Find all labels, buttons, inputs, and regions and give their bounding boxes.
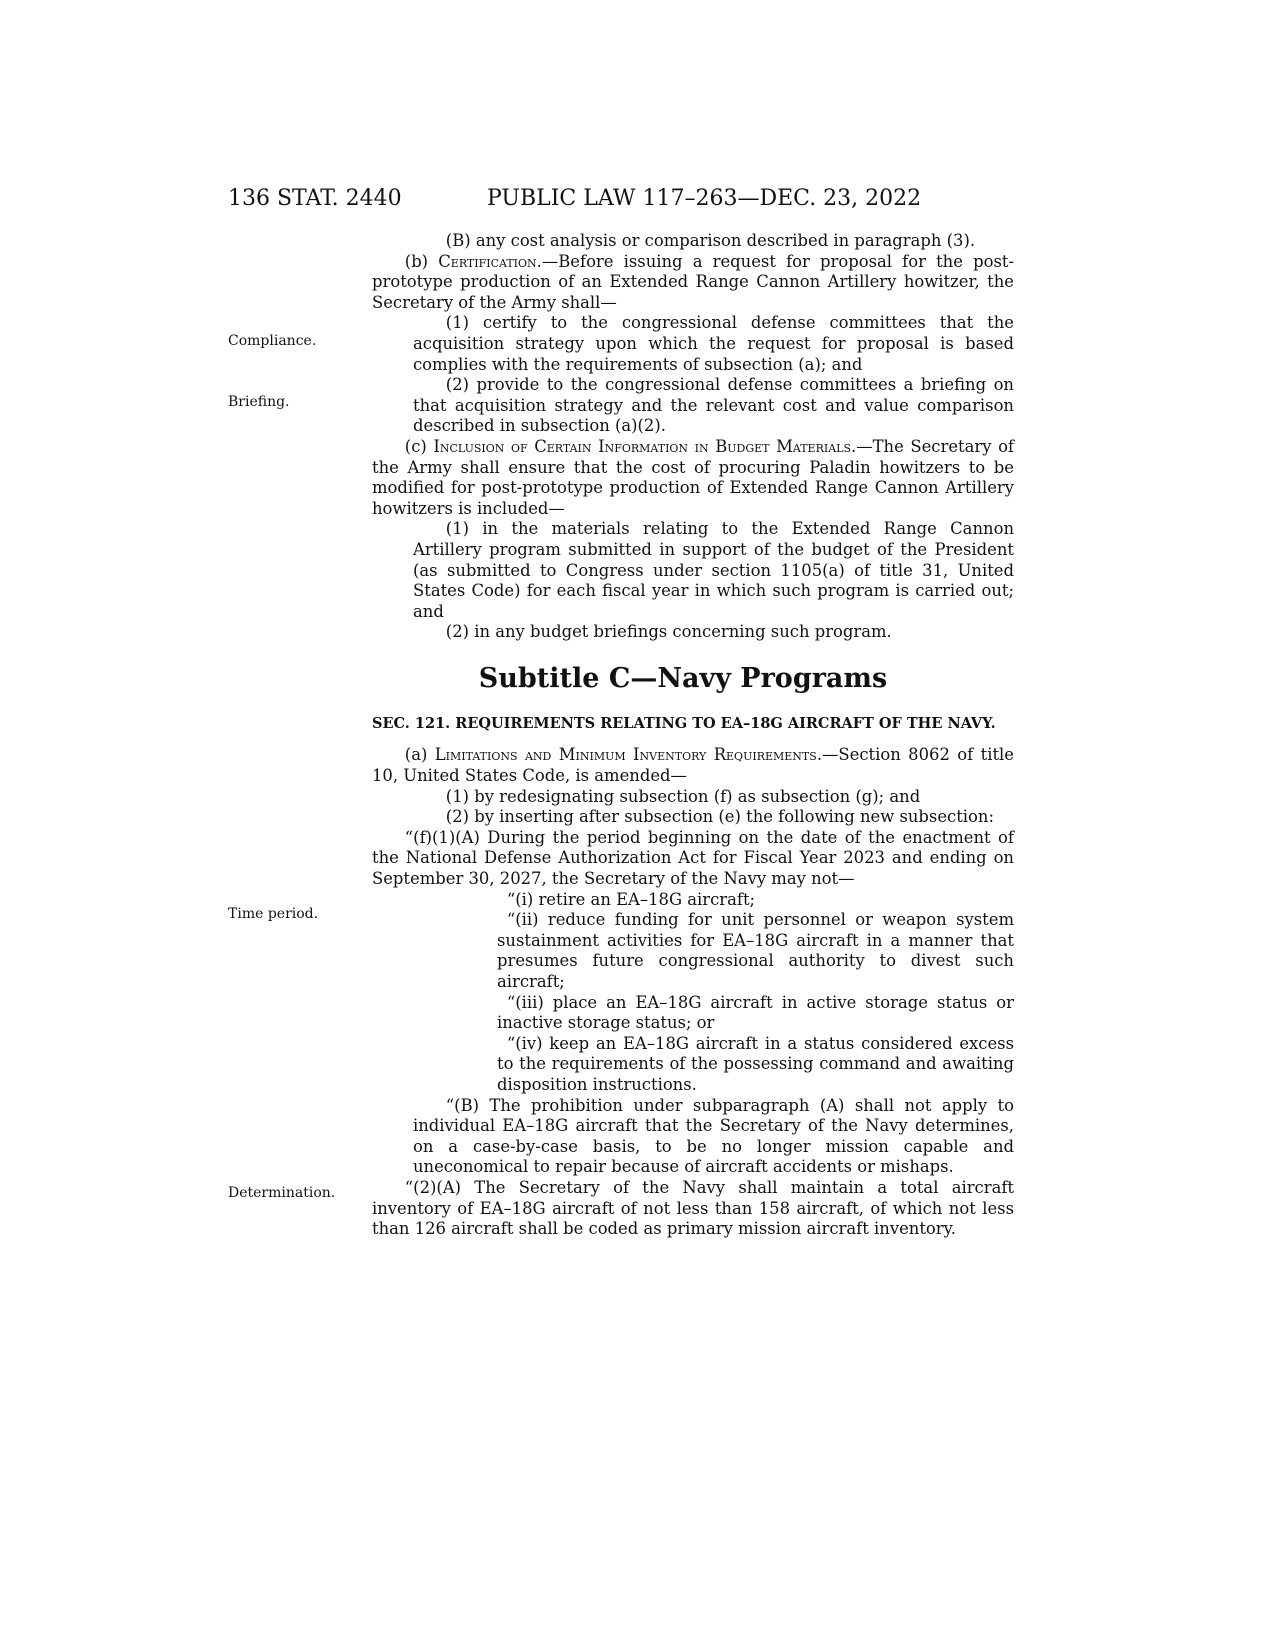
statute-page-number: 136 STAT. 2440 (228, 186, 402, 211)
running-header: PUBLIC LAW 117–263—DEC. 23, 2022 (487, 186, 922, 211)
paragraph-b2: (2) provide to the congressional defense committees a briefing on that acquisition strategy and the relevant cost and value comparison described in subsection (a)(2). (413, 375, 1014, 436)
paragraph-b1: (1) certify to the congressional defense committees that the acquisition strategy upon which the request for proposal is based complies with the requirements of subsection (a); and (413, 313, 1014, 374)
margin-note-time-period: Time period. (228, 906, 319, 922)
clause-iv: “(iv) keep an EA–18G aircraft in a status considered excess to the requirements of the possessing command and awaiting disposition instructions. (497, 1033, 1014, 1094)
clause-i: “(i) retire an EA–18G aircraft; (506, 889, 756, 909)
section-heading: SEC. 121. REQUIREMENTS RELATING TO EA–18G AIRCRAFT OF THE NAVY. (372, 715, 996, 733)
subsection-a-text: .—Section 8062 of title 10, United States Code, is amended— (372, 745, 1014, 786)
subsection-c-text: .—The Secretary of the Army shall ensure that the cost of procuring Paladin howitzers to be modified for post-prototype production of Extended Range Cannon Artillery howitzers is included— (372, 436, 1014, 518)
paragraph-a3B: (B) any cost analysis or comparison described in paragraph (3). (445, 231, 976, 250)
subsection-a (372, 745, 1014, 786)
paragraph-a2: (2) by inserting after subsection (e) the following new subsection: (445, 807, 994, 827)
margin-note-briefing: Briefing. (228, 394, 290, 410)
subsection-c (372, 437, 1014, 519)
paragraph-c2: (2) in any budget briefings concerning such program. (445, 622, 892, 642)
subsection-c-label: (c) (404, 436, 434, 456)
paragraph-a1: (1) by redesignating subsection (f) as subsection (g); and (445, 786, 921, 806)
paragraph-2A: “(2)(A) The Secretary of the Navy shall maintain a total aircraft inventory of EA–18G aircraft of not less than 158 aircraft, of which not less than 126 aircraft shall be coded as primary mission aircraft inventory. (372, 1177, 1014, 1239)
subtitle-heading: Subtitle C—Navy Programs (478, 662, 888, 694)
subsection-b-label: (b) (404, 251, 439, 271)
subsection-a-label: (a) (404, 745, 435, 765)
clause-iii: “(iii) place an EA–18G aircraft in active storage status or inactive storage status; or (497, 992, 1014, 1033)
clause-ii: “(ii) reduce funding for unit personnel or weapon system sustainment activities for EA–18G aircraft in a manner that presumes future congressional authority to divest such aircraft; (497, 910, 1014, 991)
margin-note-compliance: Compliance. (228, 333, 317, 349)
subparagraph-B: “(B) The prohibition under subparagraph (A) shall not apply to individual EA–18G aircraft that the Secretary of the Navy determines, on a case-by-case basis, to be no longer mission capable and uneconomical to repair because of aircraft accidents or mishaps. (413, 1095, 1014, 1177)
margin-note-determination: Determination. (228, 1185, 336, 1201)
subsection-b (372, 252, 1014, 314)
paragraph-c1: (1) in the materials relating to the Extended Range Cannon Artillery program submitted in support of the budget of the President (as submitted to Congress under section 1105(a) of title 31, United States Code) for each fiscal year in which such program is carried out; and (413, 519, 1014, 621)
subsection-c-heading: Inclusion of Certain Information in Budget Materials (433, 436, 851, 456)
subsection-a-heading: Limitations and Minimum Inventory Requirements (434, 745, 817, 765)
body-text (372, 231, 1014, 1240)
subsection-b-text: .—Before issuing a request for proposal for the post-prototype production of an Extended Range Cannon Artillery howitzer, the Secretary of the Army shall— (372, 251, 1014, 312)
subsection-b-heading: Certification (438, 251, 537, 271)
paragraph-f1A: “(f)(1)(A) During the period beginning on the date of the enactment of the National Defense Authorization Act for Fiscal Year 2023 and ending on September 30, 2027, the Secretary of the Navy may not— (372, 827, 1014, 889)
